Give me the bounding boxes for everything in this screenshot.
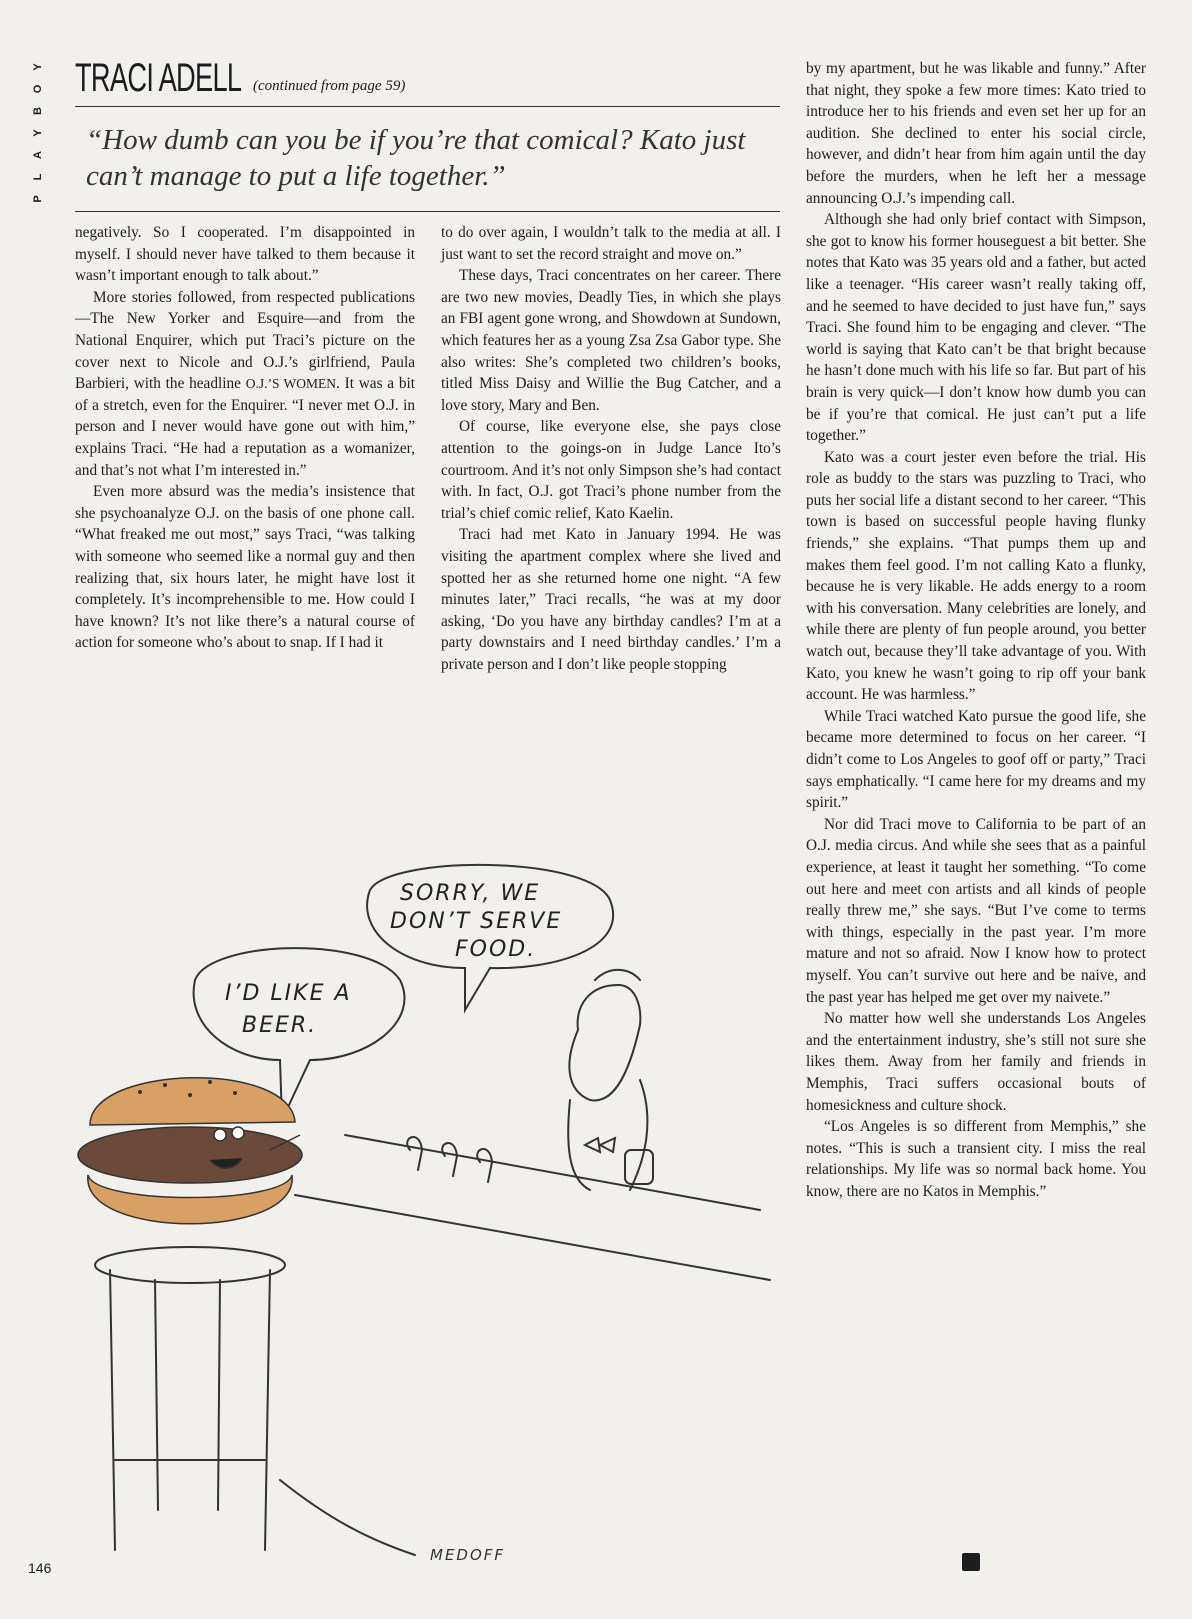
paragraph: Kato was a court jester even before the trial. His role as buddy to the stars was puzzling to Traci, who puts her social life a distant second to her career. “This town is based on successful people having flunky friends,” she explains. “That pumps them up and makes them feel good. I’m not calling Kato a flunky, because he is very likable. He adds energy to a room with his conversation. Many celebrities are lonely, and while there are plenty of fun people around, you better watch out, because they’ll take advantage of you. With Kato, you knew he wasn’t going to rip off your bank account. He was harmless.” xyxy=(806,448,1146,704)
cartoonist-signature: MEDOFF xyxy=(430,1546,506,1564)
mag-letter: O xyxy=(32,84,44,94)
burger-line: I’D LIKE A xyxy=(225,981,352,1006)
cartoon-illustration xyxy=(70,860,790,1580)
magazine-vertical-label xyxy=(28,56,48,210)
rabbit-logo-icon xyxy=(962,1553,980,1571)
paragraph: Although she had only brief contact with Simpson, she got to know his former houseguest a bit better. She notes that Kato was 35 years old and a father, but acted like a teenager. “His career wasn’t really taking off, and he seemed to have decided to just have fun,” says Traci. She found him to be engaging and clever. “The world is saying that Kato can’t be that bright because he hasn’t done much with his life so far. But part of his brain is very quick—I don’t know how dumb you can be if you’re that comical. He just can’t put a life together.” xyxy=(806,211,1146,445)
bartender-line: DON’T SERVE xyxy=(390,909,563,934)
paragraph: These days, Traci concentrates on her career. There are two new movies, Deadly Ties, in which she plays an FBI agent gone wrong, and Showdown at Sundown, which features her as a young Zsa Zsa Gabor type. She also writes: She’s completed two children’s books, titled Miss Daisy and Willie the Bug Catcher, and a love story, Mary and Ben. xyxy=(441,267,781,414)
paragraph: Even more absurd was the media’s insistence that she psychoanalyze O.J. on the basis of one phone call. “What freaked me out most,” says Traci, “was talking with someone who seemed like a normal guy and then realizing that, six hours later, he might have lost it completely. It’s incomprehensible to me. How could I have known? It’s not like there’s a natural course of action for someone who’s about to snap. If I had it xyxy=(75,483,415,652)
pull-quote: “How dumb can you be if you’re that comical? Kato just can’t manage to put a life together.” xyxy=(86,124,746,192)
bar-counter-edge xyxy=(295,1195,770,1280)
mag-letter: P xyxy=(32,195,44,203)
paragraph: to do over again, I wouldn’t talk to the media at all. I just want to set the record straight and move on.” xyxy=(441,224,781,263)
paragraph: “Los Angeles is so different from Memphis,” she notes. “This is such a transient city. I miss the real relationships. My life was so normal back home. You know, there are no Katos in Memphis.” xyxy=(806,1118,1146,1200)
paragraph: No matter how well she understands Los Angeles and the entertainment industry, she’s still not sure she likes them. Away from her family and friends in Memphis, Traci suffers occasional bouts of homesickness and culture shock. xyxy=(806,1010,1146,1114)
text-run: More stories followed, from respected publications—The New Yorker and Esquire—and from the National Enquirer, which put Traci’s picture on the cover next to Nicole and O.J.’s girlfriend, Paula Barbieri, with the headline xyxy=(75,288,415,393)
article-header xyxy=(75,56,780,100)
paragraph: Of course, like everyone else, she pays close attention to the goings-on in Judge Lance Ito’s courtroom. And it’s not only Simpson she’s had contact with. In fact, O.J. got Traci’s phone number from the trial’s chief comic relief, Kato Kaelin. xyxy=(441,418,781,522)
mag-letter: L xyxy=(32,173,44,181)
bartender-line: SORRY, WE xyxy=(400,881,541,906)
stool-seat xyxy=(95,1247,285,1283)
headline-smallcaps: O.J.’S WOMEN xyxy=(245,376,337,392)
paragraph: by my apartment, but he was likable and funny.” After that night, they spoke a few more times: Kato tried to introduce her to his friends and even set her up for an audition. She declined to enter his social circle, however, and didn’t hear from him again until the day before the murders, when he left her a message announcing O.J.’s impending call. xyxy=(806,60,1146,207)
bartender-hair xyxy=(595,970,640,980)
mag-letter: Y xyxy=(32,129,44,137)
page-number: 146 xyxy=(28,1560,52,1576)
continued-note: (continued from page 59) xyxy=(253,78,406,94)
paragraph: Nor did Traci move to California to be part of an O.J. media circus. And while she sees that as a painful experience, at least it taught her something. “To come out here and meet con artists and all kinds of people really threw me,” she says. “But I’ve come to terms with things, especially in the past year. I’m more mature and not so afraid. Now I know how to protect myself. You can’t survive out here and be naive, and the past year has helped me get over my naivete.” xyxy=(806,815,1146,1006)
hamburger-character xyxy=(78,1078,302,1224)
paragraph: While Traci watched Kato pursue the good life, she became more determined to focus on her career. “I didn’t come to Los Angeles to goof off or party,” Traci says emphatically. “I came here for my dreams and my spirit.” xyxy=(806,707,1146,812)
mag-letter: Y xyxy=(32,63,44,71)
header-rule xyxy=(75,106,780,107)
column-3 xyxy=(806,58,1146,1202)
bartender-head xyxy=(569,985,640,1100)
column-1 xyxy=(75,222,415,654)
mag-letter: A xyxy=(32,151,44,159)
paragraph xyxy=(75,287,415,481)
burger-line: BEER. xyxy=(242,1013,318,1038)
bow-tie-icon xyxy=(585,1138,615,1152)
stool-legs xyxy=(110,1270,270,1550)
text-run: . It was a bit of a stretch, even for the Enquirer. “I never met O.J. in person and I never would have gone out with him,” explains Traci. “He had a reputation as a womanizer, and that’s not what I’m interested in.” xyxy=(75,375,415,479)
bartender-line: FOOD. xyxy=(455,937,537,962)
article-title: TRACI ADELL xyxy=(75,56,242,100)
paragraph: negatively. So I cooperated. I’m disappointed in myself. I should never have talked to them because it wasn’t important enough to talk about.” xyxy=(75,224,415,285)
paragraph: Traci had met Kato in January 1994. He was visiting the apartment complex where she lived and spotted her as she returned home one night. “A few minutes later,” Traci recalls, “he was at my door asking, ‘Do you have any birthday candles? I’m at a party downstairs and I need birthday candles.’ I’m a private person and I don’t like people stopping xyxy=(441,526,781,673)
pull-quote-rule xyxy=(75,211,780,212)
signature-line xyxy=(280,1480,415,1555)
mag-letter: B xyxy=(32,107,44,115)
beer-tap-icons xyxy=(407,1137,492,1182)
column-2 xyxy=(441,222,781,675)
